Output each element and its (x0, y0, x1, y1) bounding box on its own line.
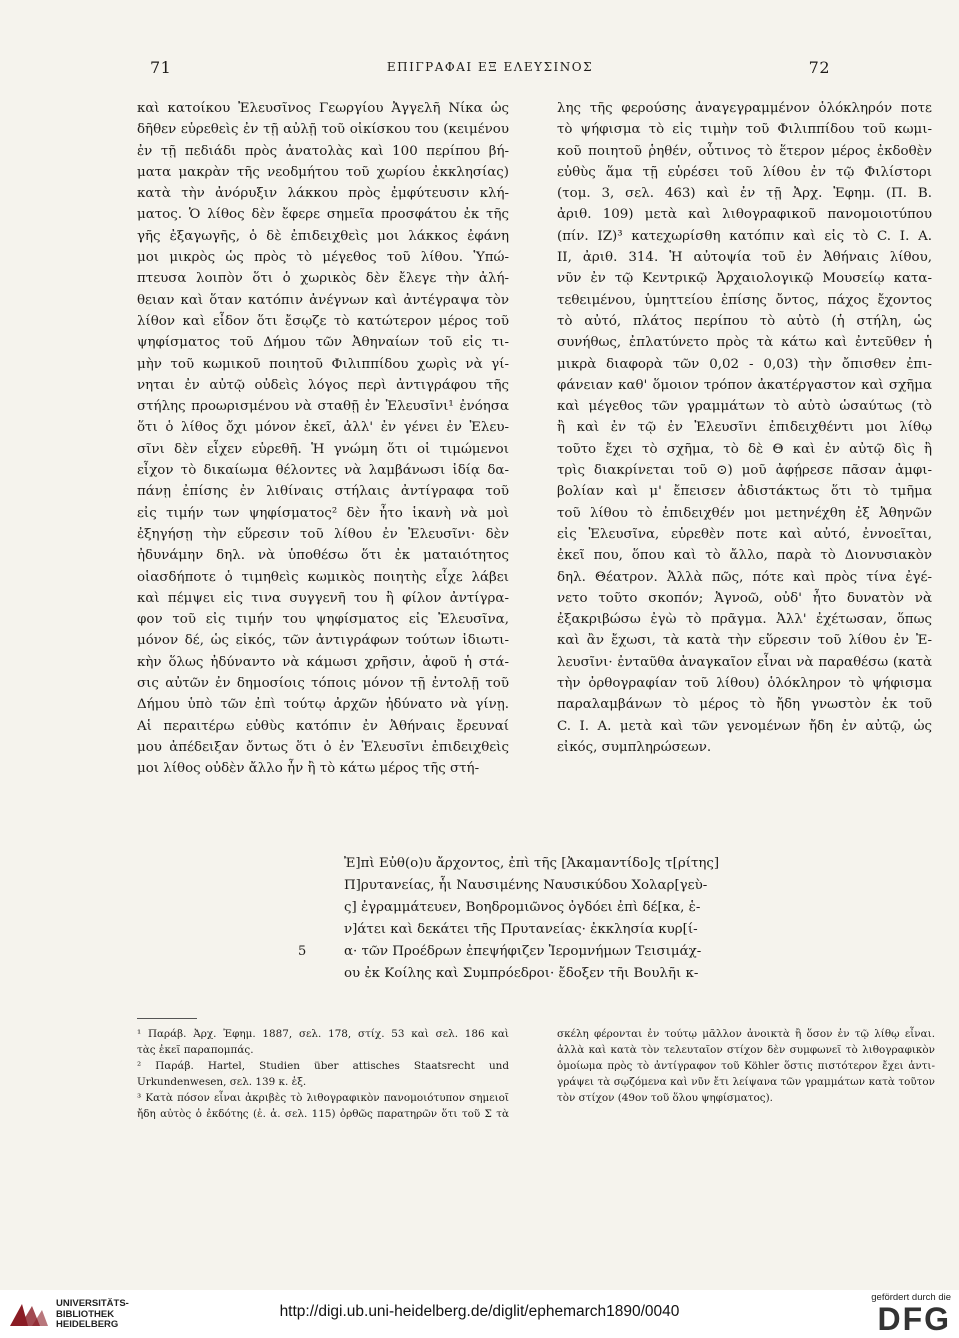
inscription-text: Π]ρυτανείας, ἧι Ναυσιμένης Ναυσικύδου Χολαρ[γεὺ- (344, 878, 708, 893)
text-line: εὐθὺς ἅμα τῇ εὑρέσει τοῦ λίθου ἐν τῷ Φιλίστορι (557, 164, 932, 180)
text-line: γράψει τὰ σῳζόμενα καὶ νῦν ἔτι λείψανα τῶν γραμμάτων κατὰ τοῦτον (557, 1076, 935, 1088)
text-line: καὶ μέγεθος τῶν γραμμάτων τὸ αὐτὸ ὡσαύτως (τὸ (557, 399, 932, 415)
text-line: ἐκεῖ που, ὅπου καὶ τὸ ἄλλο, παρὰ τὸ Διονυσιακὸν (557, 548, 932, 564)
text-line: παραλαμβάνων τὸ μέρος τὸ ἤδη γνωστὸν ἐκ τοῦ (557, 697, 932, 713)
text-line: ἠδυνάμην δηλ. νὰ ὑποθέσω ὅτι ἐκ ματαιότητος (137, 548, 509, 564)
text-line: πάνῃ ἐπίσης ἐν λιθίναις στήλαις ἀντίγραφα τοῦ (137, 484, 509, 500)
left-text-column (137, 98, 509, 780)
text-line: μόνον δέ, ὡς εἰκός, τῶν ἀντιγράφων τούτων ἰδιωτι- (137, 633, 509, 649)
text-line: ματα μακρὰν τῆς νεοδμήτου τοῦ χωρίου ἐκκλησίας) (137, 164, 509, 180)
text-line: λίθον καὶ εἶδον ὅτι ἔσῳζε τὸ κατώτερον μέρος τοῦ (137, 313, 509, 329)
text-line: εἶχον τὸ δικαίωμα θέλοντες νὰ λαμβάνωσι ἰδίᾳ δα- (137, 463, 509, 479)
text-line: ἐν τῇ πεδιάδι πρὸς ἀνατολὰς καὶ 100 περίπου βή- (137, 143, 509, 159)
library-name-line-2: BIBLIOTHEK (56, 1308, 115, 1320)
text-line: ¹ Παράβ. Ἀρχ. Ἐφημ. 1887, σελ. 178, στίχ. 53 καὶ σελ. 186 καὶ (137, 1028, 509, 1040)
text-line: τὸν στίχον (49ον τοῦ ὅλου ψηφίσματος). (557, 1092, 773, 1104)
text-line: καὶ κατοίκου Ἐλευσῖνος Γεωργίου Ἀγγελῆ Νίκα ὡς (137, 101, 509, 116)
line-number: 5 (298, 944, 307, 959)
text-line: φάνειαν καθ' ὅμοιον τρόπον ἀκατέργαστον καὶ σχῆμα (557, 377, 932, 393)
inscription-line (298, 875, 778, 897)
text-line: εἰκός, συμπληρώσεων. (557, 739, 712, 755)
page-number-right: 72 (808, 58, 830, 77)
text-line: σῖνι δὲν εἶχεν εὑρεθῆ. Ἡ γνώμη ὅτι οἱ τιμώμενοι (137, 441, 509, 457)
text-line: ματος. Ὁ λίθος δὲν ἔφερε σημεῖα προσφάτου ἐκ τῆς (137, 207, 509, 223)
text-line: κὴν ὅλως ἠδύναντο νὰ κάμωσι χρῆσιν, ἀφοῦ ἡ στά- (137, 654, 509, 670)
text-line: εἰς Ἐλευσῖνα, εὑρεθὲν ποτε καὶ αὐτό, ἐννοεῖται, (557, 526, 932, 542)
inscription-line (298, 941, 778, 963)
text-line: τρὶς διακρίνεται τοῦ ⊙) μοῦ ἀφῄρεσε πᾶσαν ἀμφι- (557, 463, 932, 479)
text-line: θειαν καὶ ὅταν κατόπιν ἀνέγνων καὶ ἀντέγραψα τὸν (137, 292, 509, 308)
text-line: καὶ πέμψει εἰς τινα συγγενῆ του ἢ φίλον ἀντίγρα- (137, 590, 509, 606)
text-line: (τομ. 3, σελ. 463) καὶ ἐν τῇ Ἀρχ. Ἐφημ. (Π. Β. (557, 186, 932, 202)
text-line: εἰς τιμήν των ψηφίσματος² δὲν ἦτο ἱκανὴ νὰ μοὶ (137, 505, 509, 521)
text-line: μὴν τοῦ κωμικοῦ ποιητοῦ Φιλιππίδου χωρὶς νὰ γί- (137, 356, 509, 372)
text-line: κατὰ τὴν ἀνόρυξιν λάκκου πρὸς ἐμφύτευσιν κλή- (137, 186, 509, 202)
text-line: ὁμοίωμα πρὸς τὸ ἀντίγραφον τοῦ Köhler ὅστις πιστότερον ἔχει ἀντι- (557, 1060, 935, 1072)
text-line: ὅτι ὁ λίθος ὄχι μόνον ἐκεῖ, ἀλλ' ἐν γένει ἐν Ἐλευ- (137, 420, 509, 436)
text-line: οἱασδήποτε ὁ τιμηθεὶς κωμικὸς ποιητὴς εἶχε λάβει (137, 569, 509, 585)
footnotes-right (557, 1026, 935, 1106)
text-line: ἀλλὰ καὶ κατὰ τὸν τελευταῖον στίχον δὲν συμφωνεῖ τὸ λιθογραφικὸν (557, 1044, 935, 1056)
text-line: λευσῖνι· ἐνταῦθα ἀναγκαῖον εἶναι νὰ παραθέσω (κατὰ (557, 654, 932, 670)
text-line: (πίν. ΙΖ)³ κατεχωρίσθη κατόπιν καὶ εἰς τὸ C. I. A. (557, 228, 932, 244)
text-line: καὶ ἂν ἔχωσι, τὰ κατὰ τὴν εὕρεσιν τοῦ λίθου ἐν Ἐ- (557, 633, 932, 649)
text-line: πτευσα λοιπὸν ὅτι ὁ χωρικὸς δὲν ἔλεγε τὴν ἀλή- (137, 271, 509, 287)
text-line: ψηφίσματος τοῦ Δήμου τῶν Ἀθηναίων τοῦ εἰς τι- (137, 335, 509, 351)
text-line: II, ἀριθ. 314. Ἡ αὐτοψία τοῦ ἐν Ἀθήναις λίθου, (557, 250, 932, 266)
text-line: γῆς ἐξαγωγῆς, ὁ δὲ ἐπιδειχθεὶς μοι λάκκος ἐφάνη (137, 228, 509, 244)
text-line: ² Παράβ. Hartel, Studien über attisches Staatsrecht und (137, 1060, 509, 1072)
text-line: νετο τοῦτο σκοπόν; Ἀγνοῶ, οὐδ' ἦτο δυνατὸν νὰ (557, 590, 932, 606)
inscription-line (298, 919, 778, 941)
text-line: στήλης προωρισμένου νὰ σταθῇ ἐν Ἐλευσῖνι¹ ἐνόησα (137, 399, 509, 415)
text-line: ἢ καὶ ἐν τῷ ἐν Ἐλευσῖνι ἐπιδειχθέντι μοι λίθῳ (557, 420, 932, 436)
text-line: ³ Κατὰ πόσον εἶναι ἀκριβὲς τὸ λιθογραφικὸν πανομοιότυπον σημειοῖ (137, 1092, 509, 1104)
inscription-text: ς] ἐγραμμάτευεν, Βοηδρομιῶνος ὀγδόει ἐπὶ δέ[κα, ἑ- (344, 900, 701, 915)
footnote-rule-left (137, 1018, 197, 1019)
text-line: μοι μικρὸς ὡς πρὸς τὸ μέγεθος τοῦ λίθου. Ὑπώ- (137, 250, 509, 266)
library-name-line-1: UNIVERSITÄTS- (56, 1298, 129, 1309)
text-line: βολίαν καὶ μ' ἔπεισεν ἀδιστάκτως ὅτι τὸ τμῆμα (557, 484, 932, 500)
text-line: τὴν ὀρθογραφίαν τοῦ λίθου) ὁλόκληρον τὸ ψήφισμα (557, 676, 932, 692)
text-line: δῆθεν εὑρεθεὶς ἐν τῇ αὐλῇ τοῦ οἰκίσκου του (κειμένου (137, 122, 509, 138)
funded-by-label: gefördert durch die (871, 1292, 951, 1303)
text-line: λης τῆς φερούσης ἀναγεγραμμένον ὁλόκληρόν ποτε (557, 101, 932, 116)
text-line: νῦν ἐν τῷ Κεντρικῷ Ἀρχαιολογικῷ Μουσείῳ κατα- (557, 271, 932, 287)
text-line: ἀριθ. 109) μετὰ καὶ λιθογραφικοῦ πανομοιοτύπου (557, 207, 932, 223)
inscription-text: Ἐ]πὶ Εὐθ(ο)υ ἄρχοντος, ἐπὶ τῆς [Ἀκαμαντίδο]ς τ[ρίτης] (344, 856, 720, 871)
inscription-line (298, 853, 778, 875)
running-title: ΕΠΙΓΡΑΦΑΙ ΕΞ ΕΛΕΥΣΙΝΟΣ (386, 60, 594, 74)
right-text-column (557, 98, 932, 758)
inscription-text: ου ἐκ Κοίλης καὶ Συμπρόεδροι· ἔδοξεν τῆι Βουλῆι κ- (344, 966, 699, 981)
text-line: μικρὰ διαφορὰ τῶν 0,02 - 0,03) τὴν ὄπισθεν ἐπι- (557, 356, 932, 372)
text-line: Αἱ περαιτέρω εὐθὺς κατόπιν ἐν Ἀθήναις ἔρευναί (137, 718, 509, 734)
text-line: συνήθως, ἐπλατύνετο πρὸς τὰ κάτω καὶ ἐντεῦθεν ἡ (557, 335, 932, 351)
text-line: μοι λίθος οὐδὲν ἄλλο ἦν ἢ τὸ κάτω μέρος τῆς στή- (137, 761, 480, 777)
text-line: κοῦ ποιητοῦ ῥηθέν, οὗτινος τὸ ἕτερον μέρος ἐκδοθὲν (557, 143, 932, 159)
text-line: σις αὐτῶν ἐν δημοσίοις τόποις μόνον τῇ ἐντολῇ τοῦ (137, 676, 509, 692)
library-name-line-3: HEIDELBERG (56, 1319, 119, 1330)
text-line: τὰς ἐκεῖ παραπομπάς. (137, 1044, 254, 1056)
text-line: φον τοῦ εἰς τιμήν του ψηφίσματος εἰς Ἐλευσῖνα, (137, 612, 509, 628)
text-line: τὸ ψήφισμα τὸ εἰς τιμὴν τοῦ Φιλιππίδου τοῦ κωμι- (557, 122, 932, 138)
text-line: Urkundenwesen, σελ. 139 κ. ἑξ. (137, 1076, 307, 1088)
text-line: δηλ. Θέατρον. Ἀλλὰ πῶς, πότε καὶ πρὸς τίνα ἐγέ- (557, 569, 932, 585)
text-line: ἐξηγήσῃ τὴν εὕρεσιν τοῦ λίθου ἐν Ἐλευσῖνι· δὲν (137, 526, 509, 542)
text-line: C. I. A. μετὰ καὶ τῶν γενομένων ἤδη ἐν αὐτῷ, ὡς (557, 718, 932, 734)
inscription-block (298, 853, 778, 985)
inscription-line (298, 897, 778, 919)
text-line: σκέλη φέρονται ἐν τούτῳ μᾶλλον ἀνοικτὰ ἢ ὅσον ἐν τῷ λίθῳ εἶναι. (557, 1028, 935, 1040)
text-line: μου ἀπέδειξαν ὄντως ὅτι ὁ ἐν Ἐλευσῖνι ἐπιδειχθεὶς (137, 739, 509, 755)
footer-bar (0, 1290, 959, 1338)
footnotes-left (137, 1026, 509, 1122)
text-line: Δήμου ὑπὸ τῶν ἐπὶ τούτῳ ἀρχῶν ἠδύνατο νὰ γίνῃ. (137, 697, 509, 713)
inscription-text: α· τῶν Προέδρων ἐπεψήφιζεν Ἱερομνήμων Τεισιμάχ- (344, 944, 702, 959)
page-number-left: 71 (150, 58, 172, 77)
text-line: ἐξακριβώσω ἐγὼ τὸ πρᾶγμα. Ἀλλ' ἐχέτωσαν, ὅπως (557, 612, 932, 628)
dfg-wordmark: DFG (877, 1301, 951, 1337)
text-line: τοῦτο ἔχει τὸ σχῆμα, τὸ δὲ Θ καὶ ἐν αὐτῷ δὶς ἢ (557, 441, 932, 457)
inscription-line (298, 963, 778, 985)
text-line: νηται ἐν αὐτῷ οὐδεὶς λόγος περὶ ἀντιγράφου τῆς (137, 377, 509, 393)
text-line: τεθειμένου, ὑμηττείου ἐπίσης ὄντος, πάχος ἔχοντος (557, 292, 932, 308)
inscription-text: ν]άτει καὶ δεκάτει τῆς Πρυτανείας· ἐκκλησία κυρ[ί- (344, 922, 698, 937)
text-line: ἤδη αὐτὸς ὁ ἐκδότης (ἐ. ἀ. σελ. 115) ὀρθῶς παρατηρῶν ὅτι τοῦ Σ τὰ (137, 1108, 509, 1120)
dfg-logo[interactable] (831, 1292, 951, 1336)
permalink-url[interactable]: http://digi.ub.uni-heidelberg.de/diglit/ephemarch1890/0040 (279, 1303, 680, 1320)
text-line: τὸ αὐτό, πλάτος περίπου τὸ αὐτὸ (ἡ στήλη, ὡς (557, 313, 932, 329)
running-header (150, 58, 830, 80)
text-line: τοῦ λίθου τὸ ἐπιδειχθέν μοι μετηνέχθη ἐξ Ἀθηνῶν (557, 505, 932, 521)
